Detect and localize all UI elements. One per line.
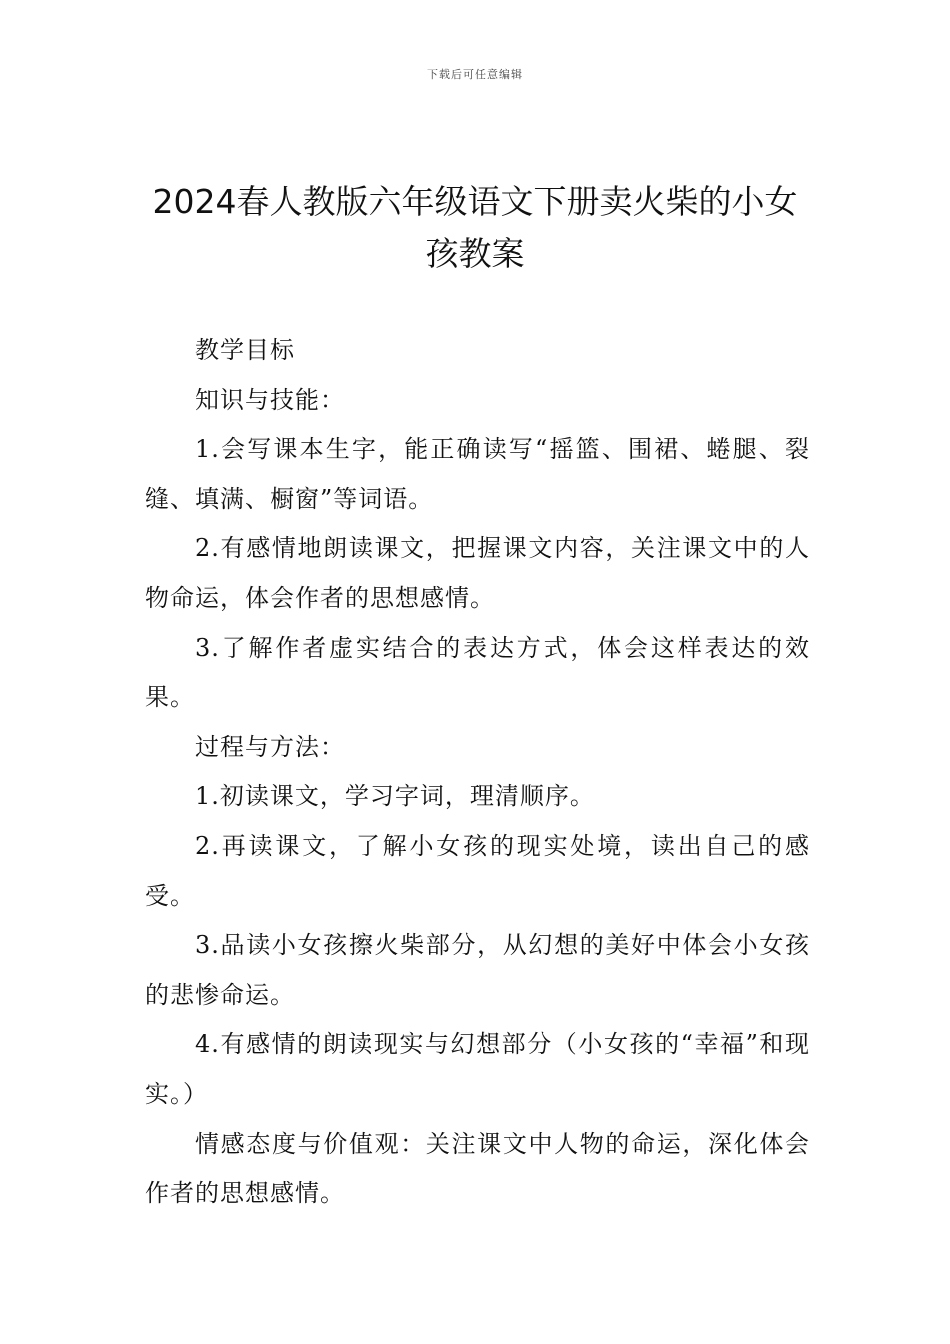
paragraph: 4.有感情的朗读现实与幻想部分（小女孩的“幸福”和现实。） [145, 1030, 810, 1108]
paragraph: 1.会写课本生字，能正确读写“摇篮、围裙、蜷腿、裂缝、填满、橱窗”等词语。 [145, 435, 810, 513]
paragraph: 2.再读课文，了解小女孩的现实处境，读出自己的感受。 [145, 831, 810, 910]
document-title: 2024春人教版六年级语文下册卖火柴的小女孩教案 [152, 182, 798, 273]
section-heading-teaching-goals: 教学目标 [195, 336, 295, 364]
paragraph: 3.了解作者虚实结合的表达方式，体会这样表达的效果。 [145, 633, 810, 712]
paragraph: 情感态度与价值观：关注课文中人物的命运，深化体会作者的思想感情。 [145, 1129, 810, 1208]
paragraph: 3.品读小女孩擦火柴部分，从幻想的美好中体会小女孩的悲惨命运。 [145, 931, 810, 1009]
subheading-knowledge-skills: 知识与技能： [195, 385, 345, 414]
document-body [145, 326, 810, 1219]
header-note: 下载后可任意编辑 [427, 68, 523, 81]
subheading-process-methods: 过程与方法： [195, 732, 345, 761]
paragraph: 1.初读课文，学习字词，理清顺序。 [195, 782, 595, 811]
paragraph: 2.有感情地朗读课文，把握课文内容，关注课文中的人物命运，体会作者的思想感情。 [145, 534, 810, 612]
